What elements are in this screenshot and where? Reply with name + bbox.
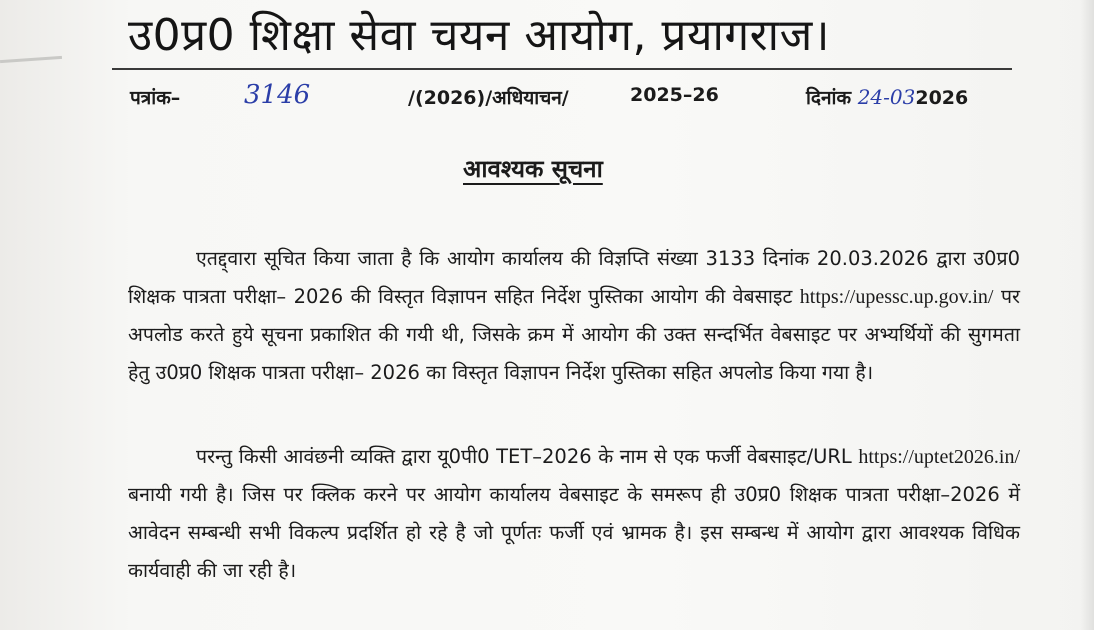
fake-website-url: https://uptet2026.in/: [858, 446, 1020, 468]
date-label: दिनांक: [806, 87, 852, 109]
paragraph-1-text-b: पर अपलोड करते हुये सूचना प्रकाशित की गयी थी, जिसके क्रम में आयोग की उक्त सन्दर्भित वेबसाइट पर अभ्यर्थियों की सुगमता हेतु उ0प्र0 शिक्षक पात्रता परीक्षा– 2026 का विस्तृत विज्ञापन निर्देश पुस्तिका सहित अपलोड किया गया है।: [128, 285, 1020, 384]
date-handwritten: 24-03: [857, 85, 916, 109]
date-line: [806, 84, 968, 110]
paragraph-1: [128, 240, 1020, 392]
title-underline: [112, 68, 1012, 70]
office-title: उ0प्र0 शिक्षा सेवा चयन आयोग, प्रयागराज।: [128, 10, 830, 61]
paragraph-2: [128, 438, 1020, 590]
official-website-url: https://upessc.up.gov.in/: [799, 286, 994, 308]
reference-year: 2025–26: [630, 84, 719, 106]
scan-mark: [0, 56, 62, 63]
reference-number-handwritten: 3146: [244, 80, 311, 110]
reference-label: पत्रांक–: [130, 87, 181, 109]
paragraph-2-text-a: परन्तु किसी आवंछनी व्यक्ति द्वारा यू0पी0 TET–2026 के नाम से एक फर्जी वेबसाइट/URL: [196, 445, 859, 468]
reference-code: /(2026)/अधियाचन/: [408, 87, 569, 109]
date-year: 2026: [915, 87, 969, 109]
paragraph-2-text-b: बनायी गयी है। जिस पर क्लिक करने पर आयोग कार्यालय वेबसाइट के समरूप ही उ0प्र0 शिक्षक पात्रता परीक्षा–2026 में आवेदन सम्बन्धी सभी विकल्प प्रदर्शित हो रहे है जो पूर्णतः फर्जी एवं भ्रामक है। इस सम्बन्ध में आयोग द्वारा आवश्यक विधिक कार्यवाही की जा रही है।: [128, 483, 1020, 582]
notice-heading: आवश्यक सूचना: [463, 155, 603, 183]
page-edge-shadow: [1080, 0, 1094, 630]
paragraph-1-text-a: एतद्द्वारा सूचित किया जाता है कि आयोग कार्यालय की विज्ञप्ति संख्या 3133 दिनांक 20.03.2026 द्वारा उ0प्र0 शिक्षक पात्रता परीक्षा– 2026 की विस्तृत विज्ञापन सहित निर्देश पुस्तिका आयोग की वेबसाइट: [128, 247, 1020, 308]
